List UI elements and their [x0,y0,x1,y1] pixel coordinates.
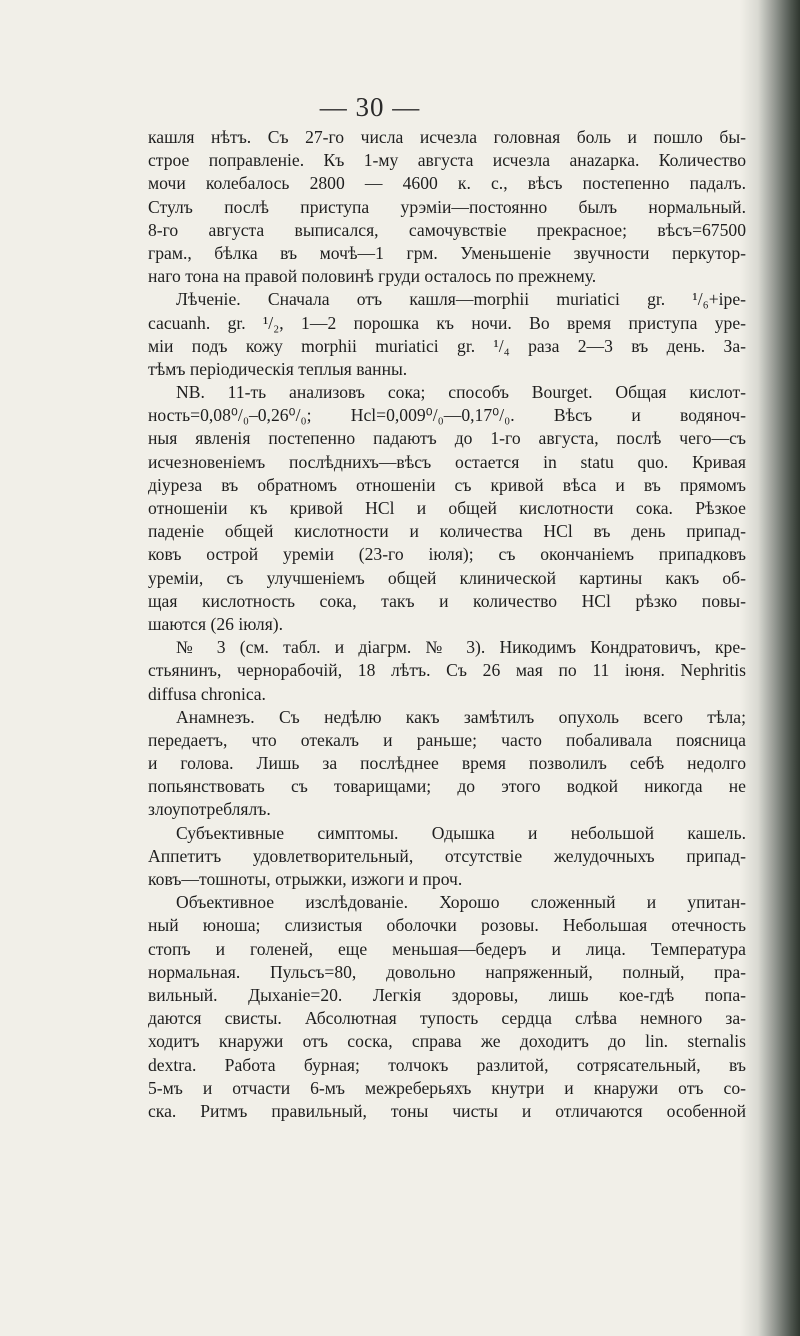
text-line: стьянинъ, чернорабочій, 18 лѣтъ. Съ 26 мая по 11 іюня. Nephritis [148,660,746,681]
text-line: даются свисты. Абсолютная тупость сердца слѣва немного за- [148,1008,746,1029]
text-line: злоупотреблялъ. [148,799,271,820]
text-line: NB. 11-ть анализовъ сока; способъ Bourget. Общая кислот- [176,382,746,403]
body-text [148,126,746,1123]
text-line: 5-мъ и отчасти 6-мъ межреберьяхъ кнутри и кнаружи отъ со- [148,1077,746,1098]
text-line: стопъ и голеней, еще меньшая—бедеръ и лица. Температура [148,938,746,959]
text-line: Аппетитъ удовлетворительный, отсутствіе желудочныхъ припад- [148,845,746,866]
text-line: Лѣченіе. Сначала отъ кашля—morphii muriatici gr. ¹/₆+ipe- [176,289,746,310]
text-line: 8-го августа выписался, самочувствіе прекрасное; вѣсъ=67500 [148,219,746,240]
text-line: dextra. Работа бурная; толчокъ разлитой, сотрясательный, въ [148,1054,746,1075]
text-line: уреміи, съ улучшеніемъ общей клинической картины какъ об- [148,567,746,588]
text-line: ный юноша; слизистыя оболочки розовы. Небольшая отечность [148,915,746,936]
text-line: попьянствовать съ товарищами; до этого водкой никогда не [148,776,746,797]
text-line: Объективное изслѣдованіе. Хорошо сложенный и упитан- [176,892,746,913]
text-line: ность=0,08⁰/₀–0,26⁰/₀; Hcl=0,009⁰/₀—0,17⁰/₀. Вѣсъ и водяноч- [148,405,746,426]
page-number: — 30 — [319,92,421,122]
text-line: сасuanh. gr. ¹/₂, 1—2 порошка къ ночи. Во время приступа уре- [148,312,746,333]
text-line: передаетъ, что отекалъ и раньше; часто побаливала поясница [148,729,746,750]
text-line: тѣмъ періодическія теплыя ванны. [148,358,408,379]
text-line: наго тона на правой половинѣ груди осталось по прежнему. [148,266,597,287]
book-spine-shadow [740,0,800,1336]
text-line: ска. Ритмъ правильный, тоны чисты и отличаются особенной [148,1100,746,1121]
text-line: вильный. Дыханіе=20. Легкія здоровы, лишь кое-гдѣ попа- [148,984,746,1005]
text-line: нормальная. Пульсъ=80, довольно напряженный, полный, пра- [148,961,746,982]
text-line: ходитъ кнаружи отъ соска, справа же доходитъ до lin. sternalis [148,1031,746,1052]
text-line: паденіе общей кислотности и количества HCl въ день припад- [148,521,746,542]
text-line: мочи колебалось 2800 — 4600 к. с., вѣсъ постепенно падалъ. [148,173,746,194]
text-line: кашля нѣтъ. Съ 27-го числа исчезла головная боль и пошло бы- [148,127,746,147]
text-line: міи подъ кожу morphii muriatici gr. ¹/₄ раза 2—3 въ день. За- [148,335,746,356]
text-line: ковъ острой уреміи (23-го іюля); съ окончаніемъ припадковъ [148,544,746,565]
text-line: отношеніи къ кривой HCl и общей кислотности сока. Рѣзкое [148,498,746,518]
text-line: исчезновеніемъ послѣднихъ—вѣсъ остается in statu quo. Кривая [148,451,746,472]
text-line: Анамнезъ. Съ недѣлю какъ замѣтилъ опухоль всего тѣла; [176,706,746,727]
text-line: шаются (26 іюля). [148,613,284,634]
text-line: diffusa chronica. [148,683,266,704]
text-line: ковъ—тошноты, отрыжки, изжоги и проч. [148,869,463,889]
text-line: ныя явленія постепенно падаютъ до 1-го августа, послѣ чего—съ [148,428,746,449]
text-line: и голова. Лишь за послѣднее время позволилъ себѣ недолго [148,753,746,774]
text-line: Стулъ послѣ приступа урэміи—постоянно былъ нормальный. [148,196,746,217]
text-line: № 3 (см. табл. и діагрм. № 3). Никодимъ Кондратовичъ, кре- [176,637,746,658]
text-line: Субъективные симптомы. Одышка и небольшой кашель. [176,822,746,843]
text-line: щая кислотность сока, такъ и количество HCl рѣзко повы- [148,590,746,611]
text-line: строе поправленіе. Къ 1-му августа исчезла анazарка. Количество [148,150,746,171]
text-line: діуреза въ обратномъ отношеніи съ кривой вѣса и въ прямомъ [148,474,746,495]
text-line: грам., бѣлка въ мочѣ—1 грм. Уменьшеніе звучности перкутор- [148,242,746,263]
